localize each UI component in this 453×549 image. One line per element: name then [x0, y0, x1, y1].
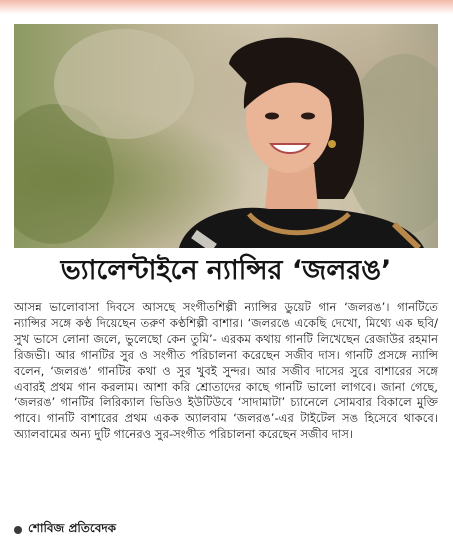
byline-text: শোবিজ প্রতিবেদক: [28, 521, 117, 535]
article-body: আসন্ন ভালোবাসা দিবসে আসছে সংগীতশিল্পী ন্যান্সির ডুয়েট গান ‘জলরঙ’। গানটিতে ন্যান্সির সঙ্গে কণ্ঠ দিয়েছেন তরুণ কণ্ঠশিল্পী বাশার। ‘জলরঙে একেছি দেখো, মিথ্যে এক ছবি/ সুখ ভাসে লোনা জলে, ভুলেছো কেন তুমি’- এরকম কথায় গানটি লিখেছেন রেজাউর রহমান রিজভী। আর গানটির সুর ও সংগীত পরিচালনা করেছেন সজীব দাস। গানটি প্রসঙ্গে ন্যান্সি বলেন, ‘জলরঙ’ গানটির কথা ও সুর খুবই সুন্দর। আর সজীব দাসের সুরে বাশারের সঙ্গে এবারই প্রথম গান করলাম। আশা করি শ্রোতাদের কাছে গানটি ভালো লাগবে। জানা গেছে, ‘জলরঙ’ গানটির লিরিক্যাল ভিডিও ইউটিউবে ‘সাদামাটা’ চ্যানেলে সোমবার বিকালে মুক্তি পাবে। গানটি বাশারের প্রথম একক অ্যালবাম ‘জলরঙ’-এর টাইটেল সঙ হিসেবে থাকবে। অ্যালবামের অন্য দুটি গানেরও সুর-সংগীত পরিচালনা করেছেন সজীব দাস।: [14, 300, 438, 442]
byline: [14, 520, 116, 540]
headline: ভ্যালেন্টাইনে ন্যান্সির ‘জলরঙ’: [60, 254, 392, 286]
article-photo: [14, 24, 438, 248]
top-rule: [0, 0, 453, 14]
bullet-icon: [14, 526, 22, 534]
portrait-illustration: [14, 24, 438, 248]
